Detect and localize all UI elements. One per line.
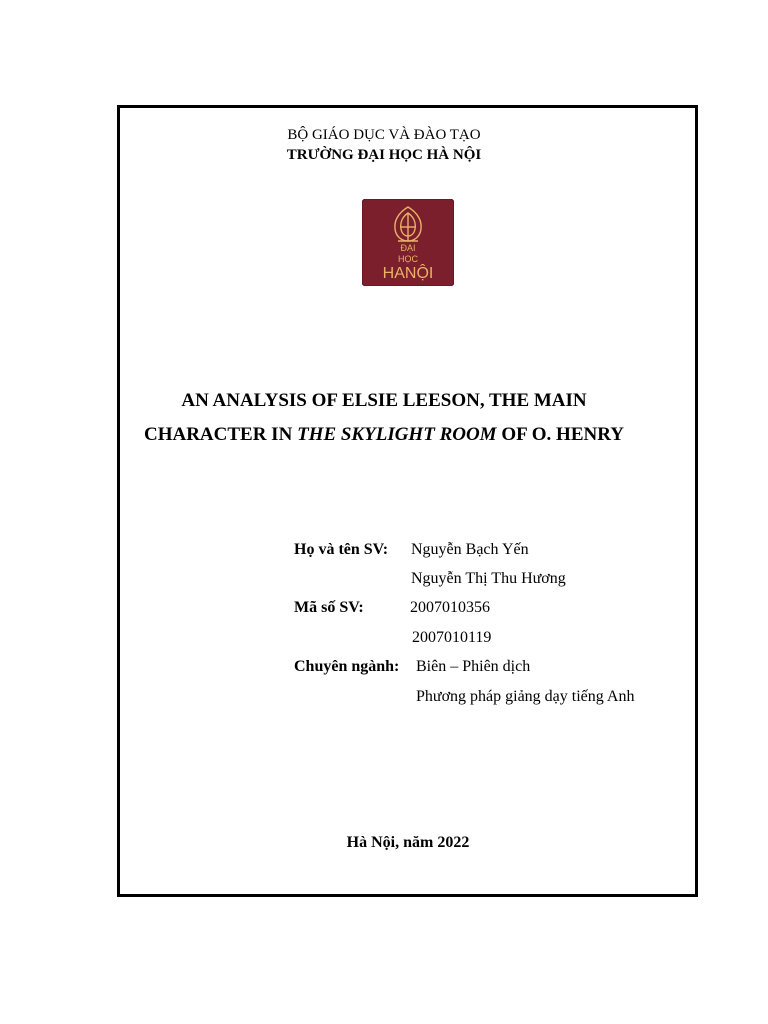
place-and-year: Hà Nội, năm 2022: [346, 834, 470, 851]
student-name-label: Họ và tên SV:: [294, 541, 389, 558]
logo-text-line2: HỌC: [398, 254, 418, 264]
thesis-title-line1: AN ANALYSIS OF ELSIE LEESON, THE MAIN: [181, 390, 587, 411]
major-label: Chuyên ngành:: [294, 658, 400, 675]
university-logo: [362, 199, 454, 286]
student-id-label: Mã số SV:: [294, 599, 364, 616]
major-1: Biên – Phiên dịch: [416, 658, 531, 675]
story-title: THE SKYLIGHT ROOM: [297, 424, 497, 445]
logo-text-line3: HANỘI: [382, 265, 434, 282]
student-id-1: 2007010356: [410, 599, 490, 616]
title-prefix: CHARACTER IN: [143, 424, 298, 445]
student-id-2: 2007010119: [412, 629, 492, 646]
student-name-1: Nguyễn Bạch Yến: [411, 541, 529, 558]
major-2: Phương pháp giảng dạy tiếng Anh: [416, 688, 635, 705]
student-name-2: Nguyễn Thị Thu Hương: [411, 570, 566, 587]
title-suffix: OF O. HENRY: [496, 424, 624, 445]
university-name: TRƯỜNG ĐẠI HỌC HÀ NỘI: [286, 147, 482, 163]
ministry-name: BỘ GIÁO DỤC VÀ ĐÀO TẠO: [287, 127, 481, 143]
thesis-title-line2: [0, 424, 768, 446]
logo-text-line1: ĐẠI: [400, 243, 416, 253]
